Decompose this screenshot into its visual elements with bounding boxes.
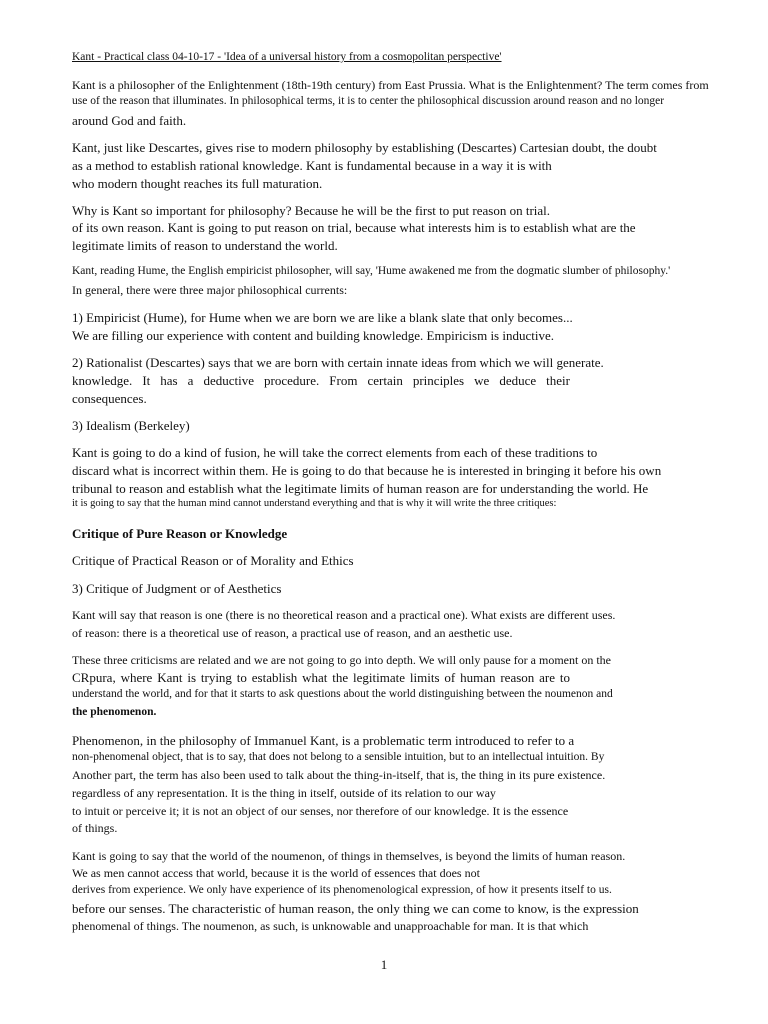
paragraph-4-line-2: In general, there were three major philosophical currents: bbox=[72, 283, 348, 297]
paragraph-6-line-2: knowledge. It has a deductive procedure. From certain principles we deduce their bbox=[72, 373, 570, 388]
paragraph-11-line-1: Phenomenon, in the philosophy of Immanuel Kant, is a problematic term introduced to refer to a bbox=[72, 733, 575, 748]
paragraph-10-line-4: the phenomenon. bbox=[72, 706, 157, 718]
paragraph-12-line-2: We as men cannot access that world, because it is the world of essences that does not bbox=[72, 866, 480, 880]
paragraph-10-line-2: CRpura, where Kant is trying to establish what the legitimate limits of human reason are to bbox=[72, 670, 570, 685]
paragraph-12-line-5: phenomenal of things. The noumenon, as such, is unknowable and unapproachable for man. It is that which bbox=[72, 919, 589, 933]
paragraph-1-line-3: around God and faith. bbox=[72, 113, 187, 128]
paragraph-1-line-2: use of the reason that illuminates. In philosophical terms, it is to center the philosophical discussion around reason and no longer bbox=[72, 95, 665, 107]
paragraph-1-line-1: Kant is a philosopher of the Enlightenment (18th-19th century) from East Prussia. What is the Enlightenment? The term comes from bbox=[72, 78, 709, 92]
paragraph-12-line-1: Kant is going to say that the world of the noumenon, of things in themselves, is beyond the limits of human reason. bbox=[72, 849, 626, 863]
paragraph-8-line-2: discard what is incorrect within them. He is going to do that because he is interested in bringing it before his own bbox=[72, 463, 662, 478]
paragraph-3-line-2: of its own reason. Kant is going to put reason on trial, because what interests him is to establish what are the bbox=[72, 220, 636, 235]
paragraph-6-line-3: consequences. bbox=[72, 391, 147, 406]
paragraph-6-line-1: 2) Rationalist (Descartes) says that we are born with certain innate ideas from which we will generate. bbox=[72, 355, 604, 370]
paragraph-8-line-3: tribunal to reason and establish what the legitimate limits of human reason are for understanding the world. He bbox=[72, 481, 649, 496]
paragraph-11-line-4: regardless of any representation. It is the thing in itself, outside of its relation to our way bbox=[72, 786, 496, 800]
paragraph-12-line-3: derives from experience. We only have experience of its phenomenological expression, of how it presents itself to us. bbox=[72, 884, 612, 896]
paragraph-11-line-3: Another part, the term has also been used to talk about the thing-in-itself, that is, the thing in its pure existence. bbox=[72, 768, 606, 782]
critique-practical-reason: Critique of Practical Reason or of Morality and Ethics bbox=[72, 553, 354, 568]
document-title: Kant - Practical class 04-10-17 - 'Idea of a universal history from a cosmopolitan perspective' bbox=[72, 51, 502, 63]
paragraph-11-line-5: to intuit or perceive it; it is not an object of our senses, nor therefore of our knowledge. It is the essence bbox=[72, 804, 569, 818]
paragraph-3-line-3: legitimate limits of reason to understand the world. bbox=[72, 238, 338, 253]
paragraph-11-line-2: non-phenomenal object, that is to say, that does not belong to a sensible intuition, but to an intellectual intuition. By bbox=[72, 751, 605, 763]
critique-judgment: 3) Critique of Judgment or of Aesthetics bbox=[72, 581, 282, 596]
paragraph-12-line-4: before our senses. The characteristic of human reason, the only thing we can come to know, is the expression bbox=[72, 901, 639, 916]
paragraph-11-line-6: of things. bbox=[72, 821, 118, 835]
paragraph-8-line-4: it is going to say that the human mind cannot understand everything and that is why it will write the three critiques: bbox=[72, 498, 557, 509]
paragraph-9-line-2: of reason: there is a theoretical use of reason, a practical use of reason, and an aesthetic use. bbox=[72, 626, 513, 640]
paragraph-3-line-1: Why is Kant so important for philosophy? Because he will be the first to put reason on trial. bbox=[72, 203, 551, 218]
paragraph-8-line-1: Kant is going to do a kind of fusion, he will take the correct elements from each of these traditions to bbox=[72, 445, 598, 460]
paragraph-9-line-1: Kant will say that reason is one (there is no theoretical reason and a practical one). What exists are different uses. bbox=[72, 608, 616, 622]
paragraph-5-line-1: 1) Empiricist (Hume), for Hume when we are born we are like a blank slate that only becomes... bbox=[72, 310, 573, 325]
paragraph-2-line-1: Kant, just like Descartes, gives rise to modern philosophy by establishing (Descartes) Cartesian doubt, the doubt bbox=[72, 140, 657, 155]
paragraph-10-line-3: understand the world, and for that it starts to ask questions about the world distinguishing between the noumenon and bbox=[72, 688, 613, 700]
paragraph-4-line-1: Kant, reading Hume, the English empiricist philosopher, will say, 'Hume awakened me from the dogmatic slumber of philosophy.' bbox=[72, 265, 671, 277]
paragraph-2-line-2: as a method to establish rational knowledge. Kant is fundamental because in a way it is with bbox=[72, 158, 552, 173]
page-number: 1 bbox=[380, 957, 388, 972]
critique-pure-reason: Critique of Pure Reason or Knowledge bbox=[72, 526, 288, 541]
paragraph-5-line-2: We are filling our experience with content and building knowledge. Empiricism is inductive. bbox=[72, 328, 554, 343]
paragraph-10-line-1: These three criticisms are related and we are not going to go into depth. We will only pause for a moment on the bbox=[72, 653, 611, 667]
paragraph-2-line-3: who modern thought reaches its full maturation. bbox=[72, 176, 323, 191]
paragraph-7-line-1: 3) Idealism (Berkeley) bbox=[72, 418, 190, 433]
